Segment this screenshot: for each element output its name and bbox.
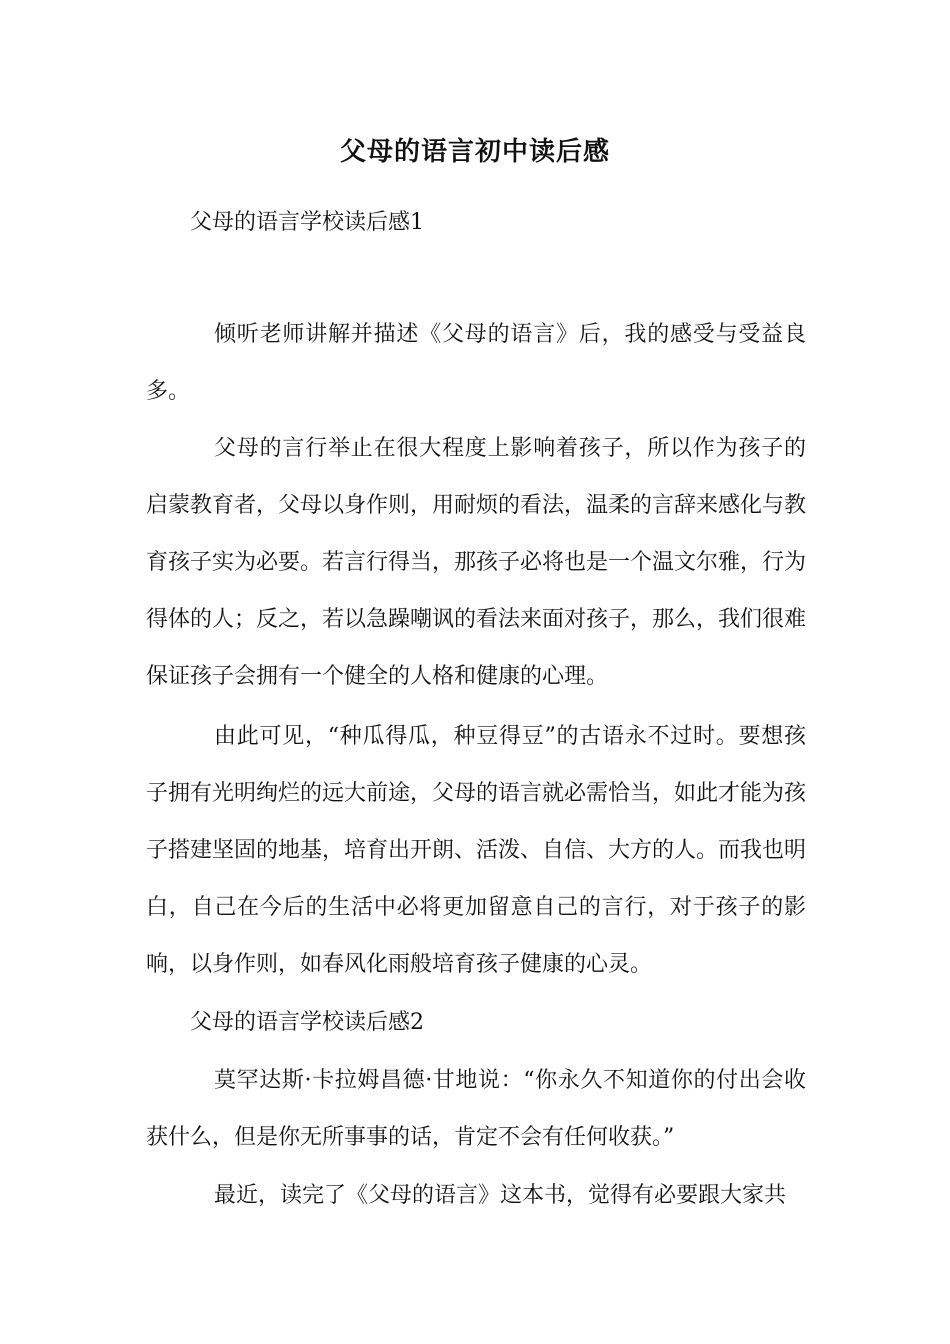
section-heading-1: 父母的语言学校读后感1 — [190, 210, 424, 235]
paragraph: 倾听老师讲解并描述《父母的语言》后，我的感受与受益良多。 — [146, 322, 806, 404]
paragraph: 最近，读完了《父母的语言》这本书，觉得有必要跟大家共 — [214, 1183, 787, 1208]
section-heading-2: 父母的语言学校读后感2 — [190, 1010, 424, 1035]
paragraph: 莫罕达斯·卡拉姆昌德·甘地说：“你永久不知道你的付出会收获什么，但是你无所事事的话，肯定不会有任何收获。” — [146, 1068, 806, 1150]
document-title: 父母的语言初中读后感 — [339, 137, 610, 167]
paragraph: 父母的言行举止在很大程度上影响着孩子，所以作为孩子的启蒙教育者，父母以身作则，用耐烦的看法，温柔的言辞来感化与教育孩子实为必要。若言行得当，那孩子必将也是一个温文尔雅，行为得体的人；反之，若以急躁嘲讽的看法来面对孩子，那么，我们很难保证孩子会拥有一个健全的人格和健康的心理。 — [146, 436, 807, 689]
paragraph: 由此可见，“种瓜得瓜，种豆得豆”的古语永不过时。要想孩子拥有光明绚烂的远大前途，父母的语言就必需恰当，如此才能为孩子搭建坚固的地基，培育出开朗、活泼、自信、大方的人。而我也明白，自己在今后的生活中必将更加留意自己的言行，对于孩子的影响，以身作则，如春风化雨般培育孩子健康的心灵。 — [146, 724, 807, 977]
